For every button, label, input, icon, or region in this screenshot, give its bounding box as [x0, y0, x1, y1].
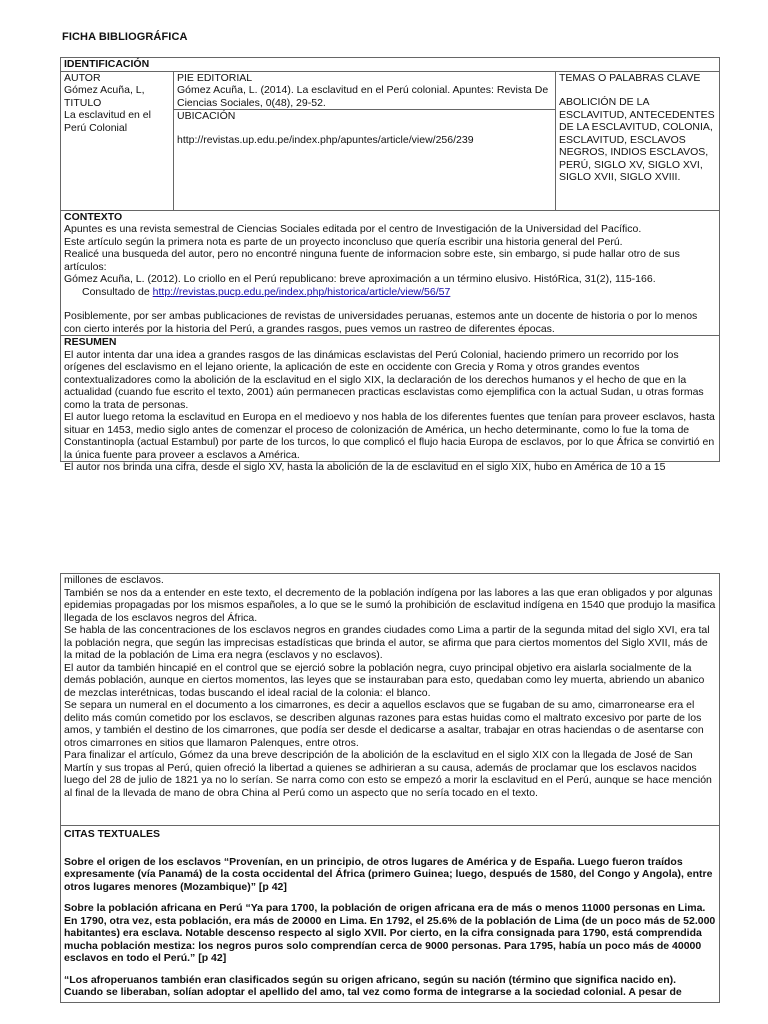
contexto-p2: Este artículo según la primera nota es parte de un proyecto inconcluso que quería escribir una historia general del Perú.: [64, 235, 623, 248]
resumen-header: RESUMEN: [64, 336, 117, 348]
cita-origen: Sobre el origen de los esclavos “Provenían, en un principio, de otros lugares de América y de España. Luego fueron traídos expresamente (vía Panamá) de la costa occidental del África (primero Guinea; luego, después de 1580, del Congo y Angola), entre otros lugares menores (Mozambique)” [p 42]: [64, 855, 713, 893]
titulo-label: TITULO: [64, 96, 102, 109]
contexto-p1: Apuntes es una revista semestral de Ciencias Sociales editada por el centro de Investigación de la Universidad del Pacífico.: [64, 223, 642, 235]
resumen-p8: Se separa un numeral en el documento a los cimarrones, es decir a aquellos esclavos que se fugaban de su amo, cimarronearse era el delito más común cometido por los esclavos, se describen algunas razones para estas huidas como el maltrato excesivo por parte de los amos, y también el destino de los cimarrones, que podía ser desde el dedicarse a asaltar, trabajar en otras haciendas o de asentarse con otros cimarrones en sitios que llamaron Palenques, entre otros.: [64, 699, 704, 749]
autor-label: AUTOR: [64, 71, 101, 84]
consultado-label: Consultado de: [82, 285, 153, 298]
resumen-p7: El autor da también hincapié en el control que se ejerció sobre la población negra, cuyo principal objetivo era aislarla socialmente de la demás población, aunque en ciertos momentos, las leyes que se instauraban para esto, quedaban como ley muerta, abriendo un abanico de mezclas interétnicas, todas buscando el ideal racial de la colonia: el blanco.: [64, 661, 705, 699]
autor-column: [61, 72, 174, 210]
ubicacion-value: http://revistas.up.edu.pe/index.php/apuntes/article/view/256/239: [177, 134, 474, 146]
contexto-section: [61, 211, 719, 337]
ubicacion-label: UBICACIÓN: [177, 109, 236, 122]
resumen-p9: Para finalizar el artículo, Gómez da una breve descripción de la abolición de la esclavitud en el siglo XIX con la llegada de José de San Martín y sus tropas al Perú, quien ofreció la libertad a quienes se adhirieran a su causa, además de proclamar que los esclavos nacidos luego del 28 de julio de 1821 ya no lo serían. Se narra como con esto se empezó a morir la esclavitud en el Perú, aunque se hace mención al final de la llevada de mano de obra China al Perú como un aspecto que no sería tocado en el texto.: [64, 749, 712, 799]
consultado-link[interactable]: http://revistas.pucp.edu.pe/index.php/historica/article/view/56/57: [152, 285, 451, 298]
resumen-p3: El autor nos brinda una cifra, desde el siglo XV, hasta la abolición de la de esclavitud en el siglo XIX, hubo en América de 10 a 15: [64, 461, 666, 473]
document-title: FICHA BIBLIOGRÁFICA: [62, 31, 188, 43]
citas-section: [61, 826, 719, 1010]
temas-value: ABOLICIÓN DE LA ESCLAVITUD, ANTECEDENTES DE LA ESCLAVITUD, COLONIA, ESCLAVITUD, ESCLAVOS NEGROS, INDIOS ESCLAVOS, PERÚ, SIGLO XV, SIGLO XVI, SIGLO XVII, SIGLO XVIII.: [559, 96, 715, 183]
resumen-p6: Se habla de las concentraciones de los esclavos negros en grandes ciudades como Lima a partir de la segunda mitad del siglo XVI, era tal la población negra, que según las imprecisas estadísticas que brinda el autor, se afirma que para ciertos momentos del Siglo XVII, más de la mitad de la población de Lima era negra (esclavos y no esclavos).: [64, 624, 710, 661]
identificacion-grid: [61, 72, 719, 211]
identificacion-header: IDENTIFICACIÓN: [61, 58, 719, 72]
pie-value: Gómez Acuña, L. (2014). La esclavitud en el Perú colonial. Apuntes: Revista De Ciencias Sociales, 0(48), 29-52.: [177, 84, 549, 109]
cita-poblacion: Sobre la población africana en Perú “Ya para 1700, la población de origen africana era de más o menos 11000 personas en Lima. En 1790, otra vez, esta población, era más de 20000 en Lima. En 1792, el 25.6% de la población de Lima (de un poco más de 52.000 habitantes) era esclava. Notable descenso respecto al siglo XVII. Por cierto, en la cifra consignada para 1790, está comprendida mucha población mestiza: los negros puros solo comprendían cerca de 9000 personas. Para 1795, había un poco más de 40000 esclavos en todo el Perú.” [p 42]: [64, 902, 716, 964]
consultado-line: [64, 286, 716, 299]
citas-header: CITAS TEXTUALES: [64, 828, 161, 840]
resumen-p1: El autor intenta dar una idea a grandes rasgos de las dinámicas esclavistas del Perú Colonial, haciendo primero un recorrido por los orígenes del esclavismo en el lejano oriente, la aplicación de este en occidente con Grecia y Roma y otros grandes eventos contextualizadores como la abolición de la esclavitud en el siglo XIX, la declaración de los derechos humanos y el hecho de que en la actualidad (cuando fue escrito el texto, 2001) aún permanecen practicas esclavistas como ejemplifica con la actual Sudan, u otras formas como la trata de personas.: [64, 348, 704, 411]
titulo-value: La esclavitud en el Perú Colonial: [64, 109, 151, 134]
contexto-p3: Realicé una busqueda del autor, pero no encontré ninguna fuente de informacion sobre este, sin embargo, si pude hallar otro de sus artículos:: [64, 248, 680, 273]
resumen-p2: El autor luego retoma la esclavitud en Europa en el medioevo y nos habla de los diferentes fuentes que tenían para proveer esclavos, hasta situar en 1453, medio siglo antes de comenzar el proceso de colonización de América, un hecho determinante, como lo fue la toma de Constantinopla (actual Estambul) por parte de los turcos, lo que complicó el flujo hacia Europa de esclavos, por lo que África se convirtió en la única fuente para proveer a esclavos a América.: [64, 411, 715, 461]
ubicacion-cell: [174, 110, 555, 147]
pie-editorial-cell: [174, 72, 555, 110]
pie-column: [174, 72, 556, 210]
resumen-p5: También se nos da a entender en este texto, el decremento de la población indígena por las labores a las que eran obligados y por algunas epidemias propagadas por los mismos españoles, a lo que se le sumó la prohibición de esclavitud indígena en 1540 que produjo la masifica llegada de los esclavos negros del África.: [64, 586, 716, 624]
page-one-table: [60, 57, 720, 473]
resumen-p4: millones de esclavos.: [64, 574, 164, 586]
temas-label: TEMAS O PALABRAS CLAVE: [559, 71, 701, 84]
contexto-header: CONTEXTO: [64, 210, 123, 223]
contexto-p5: Posiblemente, por ser ambas publicaciones de revistas de universidades peruanas, estemos ante un docente de historia o por lo menos con cierto interés por la historia del Perú, a grandes rasgos, pues vemos un rastreo de diferentes épocas.: [64, 310, 698, 335]
cita-clasificacion: “Los afroperuanos también eran clasificados según su origen africano, según su nación (término que significa nacido en). Cuando se liberaban, solían adoptar el apellido del amo, tal vez como forma de integrarse a la sociedad colonial. A pesar de: [64, 973, 682, 998]
pie-label: PIE EDITORIAL: [177, 71, 253, 84]
autor-value: Gómez Acuña, L,: [64, 84, 145, 96]
contexto-p4: Gómez Acuña, L. (2012). Lo criollo en el Perú republicano: breve aproximación a un término elusivo. HistóRica, 31(2), 115-166.: [64, 273, 656, 285]
resumen-section: [61, 336, 719, 474]
page-two-table: [60, 573, 720, 1003]
resumen-continued: [61, 574, 719, 826]
temas-column: [556, 72, 719, 210]
